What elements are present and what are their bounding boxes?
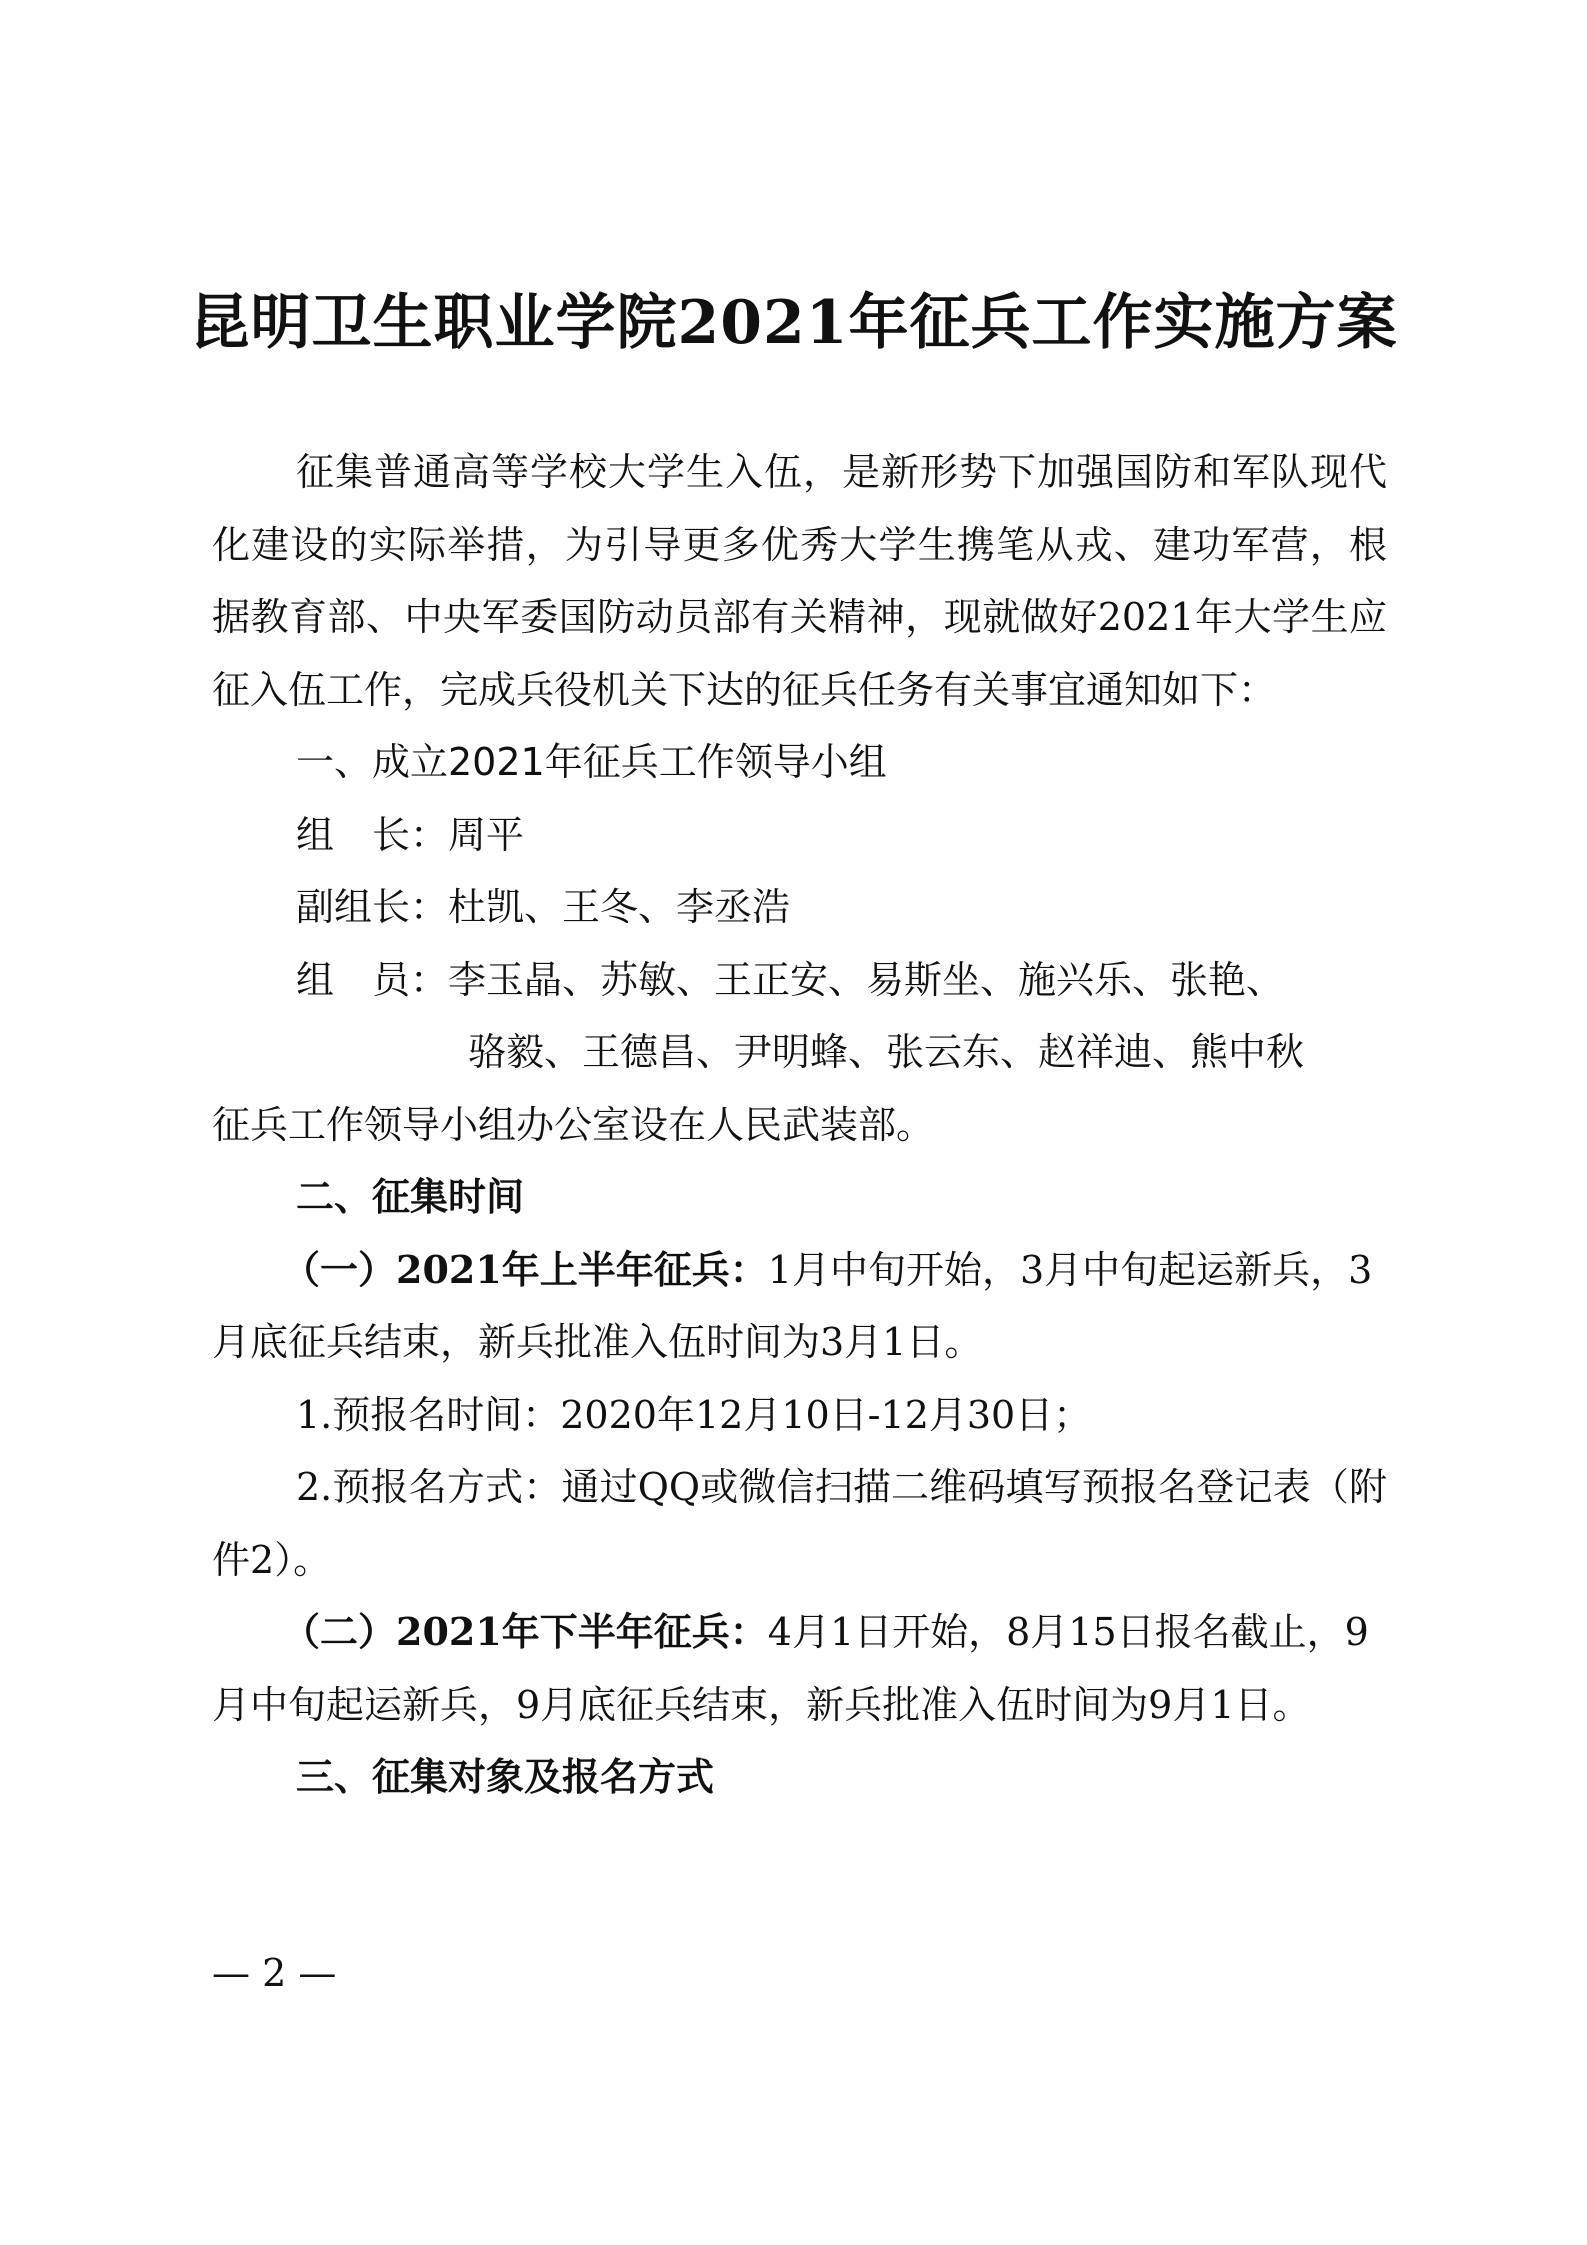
part-2-text: 4月1日开始，8月15日报名截止，9月中旬起运新兵，9月底征兵结束，新兵批准入伍时间为9月1日。 xyxy=(212,1610,1369,1727)
section-1-heading: 一、成立2021年征兵工作领导小组 xyxy=(296,740,887,784)
part-1-text: 1月中旬开始，3月中旬起运新兵，3月底征兵结束，新兵批准入伍时间为3月1日。 xyxy=(212,1247,1373,1364)
document-title: 昆明卫生职业学院2021年征兵工作实施方案 xyxy=(189,288,1398,358)
leader-label: 组 长： xyxy=(296,812,449,857)
section-2-part-1 xyxy=(212,1234,1387,1379)
leader-row xyxy=(212,799,1387,872)
office-note: 征兵工作领导小组办公室设在人民武装部。 xyxy=(212,1102,935,1147)
deputy-value: 杜凯、王冬、李丞浩 xyxy=(448,885,791,929)
deputy-row xyxy=(212,871,1387,944)
members-line-2: 骆毅、王德昌、尹明蜂、张云东、赵祥迪、熊中秋 xyxy=(468,1030,1305,1074)
intro-paragraph: 征集普通高等学校大学生入伍，是新形势下加强国防和军队现代化建设的实际举措，为引导更多优秀大学生携笔从戎、建功军营，根据教育部、中央军委国防动员部有关精神，现就做好2021年大学生应征入伍工作，完成兵役机关下达的征兵任务有关事宜通知如下： xyxy=(212,450,1387,712)
page-number: — 2 — xyxy=(212,1951,337,1995)
pre-registration-time: 1.预报名时间：2020年12月10日-12月30日； xyxy=(296,1392,1092,1437)
members-line-1: 李玉晶、苏敏、王正安、易斯坐、施兴乐、张艳、 xyxy=(448,957,1285,1002)
section-3-heading: 三、征集对象及报名方式 xyxy=(296,1755,715,1799)
part-2-label: （二）2021年下半年征兵： xyxy=(282,1609,768,1654)
document-body xyxy=(212,436,1387,1814)
members-label: 组 员： xyxy=(296,957,449,1002)
members-row-continued xyxy=(212,1016,1387,1089)
pre-registration-method: 2.预报名方式：通过QQ或微信扫描二维码填写预报名登记表（附件2）。 xyxy=(212,1465,1387,1582)
section-2-part-2 xyxy=(212,1596,1387,1741)
part-1-label: （一）2021年上半年征兵： xyxy=(282,1246,768,1292)
members-row xyxy=(212,944,1387,1017)
leader-value: 周平 xyxy=(448,812,525,857)
deputy-label: 副组长： xyxy=(296,885,449,929)
section-2-heading: 二、征集时间 xyxy=(296,1175,525,1219)
